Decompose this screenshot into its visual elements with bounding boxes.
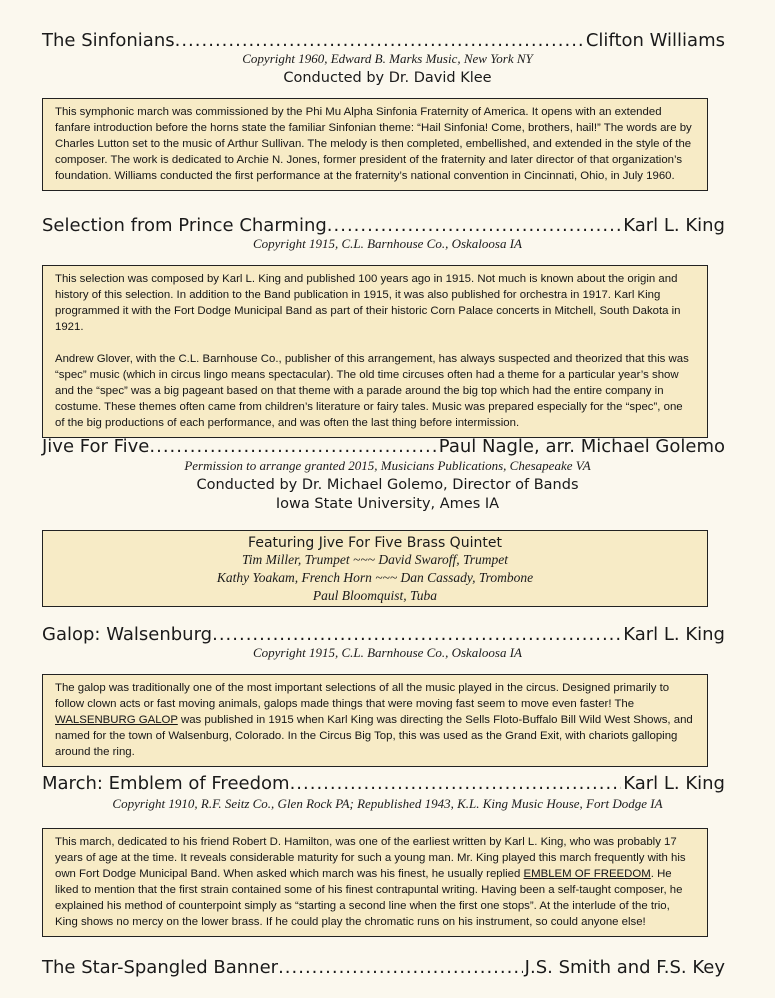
piece-title: March: Emblem of Freedom — [42, 773, 290, 794]
piece-title-line — [42, 957, 725, 978]
piece-title-line — [42, 215, 725, 236]
featuring-heading: Featuring Jive For Five Brass Quintet — [248, 535, 502, 551]
program-note — [42, 828, 708, 937]
dot-leader — [212, 624, 621, 645]
copyright-line: Copyright 1915, C.L. Barnhouse Co., Oskaloosa IA — [252, 236, 523, 251]
copyright-line: Copyright 1915, C.L. Barnhouse Co., Oskaloosa IA — [252, 645, 523, 660]
note-text: . He liked to mention that the first strain contained some of his finest contrapuntal writing. Having been a self-taught composer, he explained his method of counterpoint simply as “starting a second line when the first one stops”. At the interlude of the trio, King shows no mercy on the lower brass. If he could play the chromatic runs on his instrument, so could anyone else! — [55, 868, 683, 928]
dot-leader — [290, 773, 622, 794]
piece-composer: Clifton Williams — [585, 30, 725, 51]
piece-title-line — [42, 624, 725, 645]
note-text: was published in 1915 when Karl King was directing the Sells Floto-Buffalo Bill Wild West Shows, and named for the town of Walsenburg, Colorado. In the Circus Big Top, this was used as the Grand Exit, with chariots galloping around the ring. — [55, 714, 693, 758]
piece-title: The Star-Spangled Banner — [42, 957, 279, 978]
institution-line: Iowa State University, Ames IA — [275, 496, 500, 512]
note-text: This march, dedicated to his friend Robert D. Hamilton, was one of the earliest written by Karl L. King, who was probably 17 years of age at the time. It reveals considerable maturity for such a young man. Mr. King played this march frequently with his own Fort Dodge Municipal Band. When asked which march was his finest, he usually replied — [55, 836, 686, 880]
piece-title: The Sinfonians — [42, 30, 175, 51]
note-text: The galop was traditionally one of the most important selections of all the music played in the circus. Designed primarily to follow clown acts or fast moving animals, galops made things that were moving fast seem to move even faster! The — [55, 682, 670, 710]
note-paragraph — [55, 834, 695, 930]
piece-title-line — [42, 773, 725, 794]
program-note — [42, 674, 708, 767]
note-title-underlined: EMBLEM OF FREEDOM — [523, 868, 651, 880]
note-paragraph: Andrew Glover, with the C.L. Barnhouse Co., publisher of this arrangement, has always suspected and theorized that this was “spec” music (which in circus lingo means spectacular). The old time circuses often had a theme for a particular year’s show and the “spec” was a big pageant based on that theme with a parade around the big top which had the entire company in costume. These themes often came from children’s literature or fairy tales. Music was prepared especially for the “spec”, one of the big productions of each performance, and was often the last thing before intermission. — [55, 353, 689, 429]
piece-composer: Karl L. King — [623, 773, 725, 794]
piece-title-line — [42, 436, 725, 457]
dot-leader — [278, 957, 523, 978]
copyright-line: Copyright 1960, Edward B. Marks Music, New York NY — [242, 51, 533, 66]
performer-line: Tim Miller, Trumpet ~~~ David Swaroff, Trumpet — [242, 552, 508, 567]
dot-leader — [149, 436, 436, 457]
program-note — [42, 98, 708, 191]
copyright-line: Copyright 1910, R.F. Seitz Co., Glen Rock PA; Republished 1943, K.L. King Music House, Fort Dodge IA — [112, 796, 663, 811]
note-paragraph: This selection was composed by Karl L. King and published 100 years ago in 1915. Not much is known about the origin and history of this selection. In addition to the Band publication in 1915, it was also published for orchestra in 1917. Karl King programmed it with the Fort Dodge Municipal Band as part of their historic Corn Palace concerts in Mitchell, South Dakota in 1921. — [55, 273, 681, 333]
note-title-underlined: WALSENBURG GALOP — [55, 714, 178, 726]
piece-composer: Karl L. King — [623, 624, 725, 645]
featuring-box — [42, 530, 708, 607]
note-paragraph: This symphonic march was commissioned by the Phi Mu Alpha Sinfonia Fraternity of America. It opens with an extended fanfare introduction before the horns state the familiar Sinfonian theme: “Hail Sinfonia! Come, brothers, hail!” The words are by Charles Lutton set to the music of Arthur Sullivan. The melody is then completed, embellished, and extended in the style of the composer. The work is dedicated to Archie N. Jones, former president of the fraternity and later director of that organization’s foundation. Williams conducted the first performance at the fraternity’s national convention in Cincinnati, Ohio, in July 1960. — [55, 106, 692, 182]
piece-title: Selection from Prince Charming — [42, 215, 327, 236]
dot-leader — [175, 30, 584, 51]
dot-leader — [327, 215, 621, 236]
piece-title: Jive For Five — [42, 436, 150, 457]
conductor-line: Conducted by Dr. David Klee — [283, 70, 492, 86]
piece-composer: J.S. Smith and F.S. Key — [524, 957, 725, 978]
copyright-line: Permission to arrange granted 2015, Musicians Publications, Chesapeake VA — [184, 458, 591, 473]
piece-composer: Karl L. King — [623, 215, 725, 236]
piece-composer: Paul Nagle, arr. Michael Golemo — [438, 436, 725, 457]
performer-line: Kathy Yoakam, French Horn ~~~ Dan Cassady, Trombone — [216, 570, 534, 585]
piece-title-line — [42, 30, 725, 51]
program-note — [42, 265, 708, 438]
conductor-line: Conducted by Dr. Michael Golemo, Director of Bands — [196, 477, 579, 493]
piece-title: Galop: Walsenburg — [42, 624, 213, 645]
note-paragraph — [55, 680, 695, 760]
performer-line: Paul Bloomquist, Tuba — [312, 588, 438, 603]
